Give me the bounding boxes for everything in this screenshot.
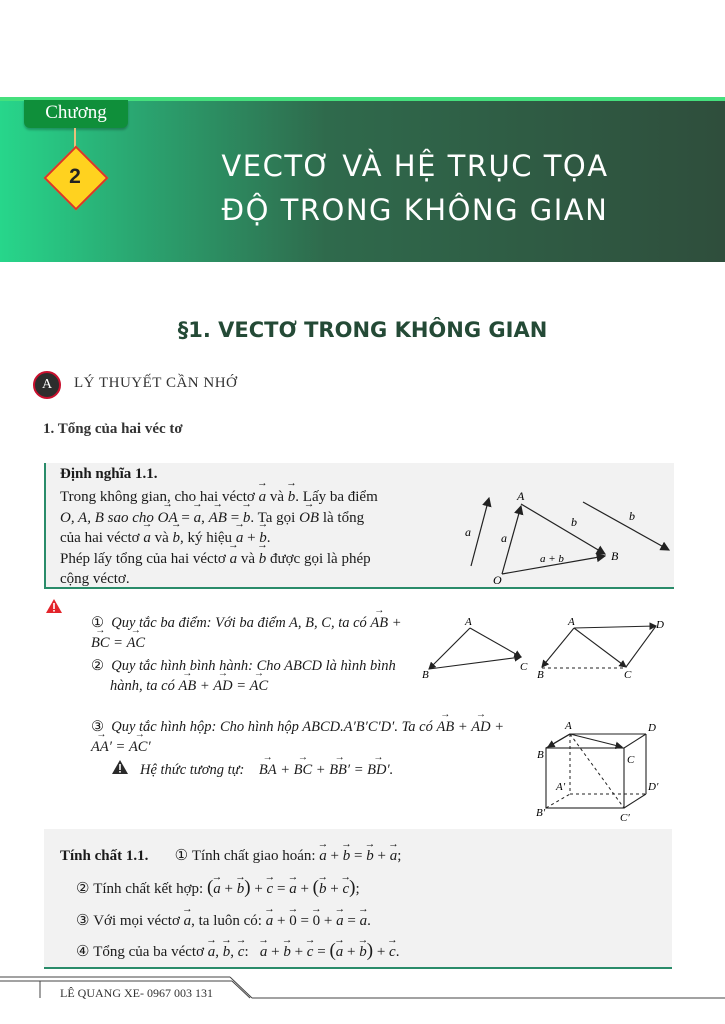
chapter-title [170, 144, 660, 232]
hint-warning-icon [111, 759, 129, 775]
property-line4: ④ Tổng của ba véctơ → a, → b, → c: → a + → b + → c = (→ a + → b) + → c. [76, 940, 399, 962]
property-title: Tính chất 1.1. [60, 848, 149, 864]
tri-label-A: A [465, 616, 472, 628]
fig-label-a2: a [501, 531, 507, 545]
definition-title: Định nghĩa 1.1. [60, 466, 158, 482]
fig-label-a: a [465, 525, 471, 539]
footer-author: LÊ QUANG XE- 0967 003 131 [60, 986, 213, 1000]
property-line3: ③ Với mọi véctơ → a, ta luôn có: → a + → 0 = → 0 + → a = → a. [76, 911, 371, 930]
parallelogram-figure [532, 614, 672, 682]
property-line2: ② Tính chất kết hợp: (→ a + → b) + → c = → a + (→ b + → c); [76, 877, 360, 899]
triangle-figure [418, 614, 533, 682]
section-title: §1. VECTƠ TRONG KHÔNG GIAN [177, 318, 548, 342]
fig-label-A: A [517, 489, 525, 503]
fig-label-b2: b [629, 509, 635, 523]
box-label-A: A [565, 720, 572, 732]
part-badge: A [33, 371, 61, 399]
fig-label-B: B [611, 549, 619, 563]
definition-text: Trong không gian, cho hai véctơ → a và → b. Lấy ba điểm O, A, B sao cho → OA = → a, → AB = → b. Ta gọi → OB là tổng của hai véctơ → a và → b, ký hiệu → a + → b. Phép lấy tổng của hai véctơ → a và → b được gọi là phép cộng véctơ. [60, 487, 415, 590]
rule-parallelogram: ② Quy tắc hình bình hành: Cho ABCD là hình bình hành, ta có → AB + → AD = → AC [91, 656, 411, 696]
box-label-A1: A′ [556, 781, 566, 793]
tri-label-B: B [422, 669, 429, 681]
chapter-label-tab: Chương [24, 100, 128, 128]
box-label-B1: B′ [536, 807, 546, 819]
box-figure [532, 716, 672, 826]
box-label-B: B [537, 749, 544, 761]
vector-sum-figure [455, 488, 680, 588]
warning-icon [45, 598, 63, 614]
part-heading: LÝ THUYẾT CẦN NHỚ [74, 375, 238, 391]
rule-three-points: ① Quy tắc ba điểm: Với ba điểm A, B, C, ta có → AB + → BC = → AC [91, 613, 411, 653]
para-label-A: A [568, 616, 575, 628]
box-label-D1: D′ [648, 781, 659, 793]
para-label-D: D [656, 619, 664, 631]
tri-label-C: C [520, 661, 528, 673]
chapter-title-line1: VECTƠ VÀ HỆ TRỤC TỌA [221, 149, 609, 183]
para-label-C: C [624, 669, 632, 681]
subsection-title: 1. Tổng của hai véc tơ [43, 421, 183, 437]
property-line1: Tính chất 1.1. ① Tính chất giao hoán: → a + → b = → b + → a; [60, 846, 401, 865]
box-label-C1: C′ [620, 812, 630, 824]
box-label-D: D [648, 722, 656, 734]
chapter-title-line2: ĐỘ TRONG KHÔNG GIAN [221, 193, 609, 227]
fig-label-b: b [571, 515, 577, 529]
rule-parallelepiped: ③ Quy tắc hình hộp: Cho hình hộp ABCD.A′B′C′D′. Ta có → AB + → AD + → AA′ = → AC′ [91, 717, 531, 757]
para-label-B: B [537, 669, 544, 681]
fig-label-sum: a + b [540, 553, 564, 565]
box-label-C: C [627, 754, 635, 766]
similar-relation: Hệ thức tương tự: → BA + → BC + → BB′ = → BD′. [140, 760, 393, 780]
chapter-number: 2 [69, 165, 81, 188]
fig-label-O: O [493, 573, 502, 587]
